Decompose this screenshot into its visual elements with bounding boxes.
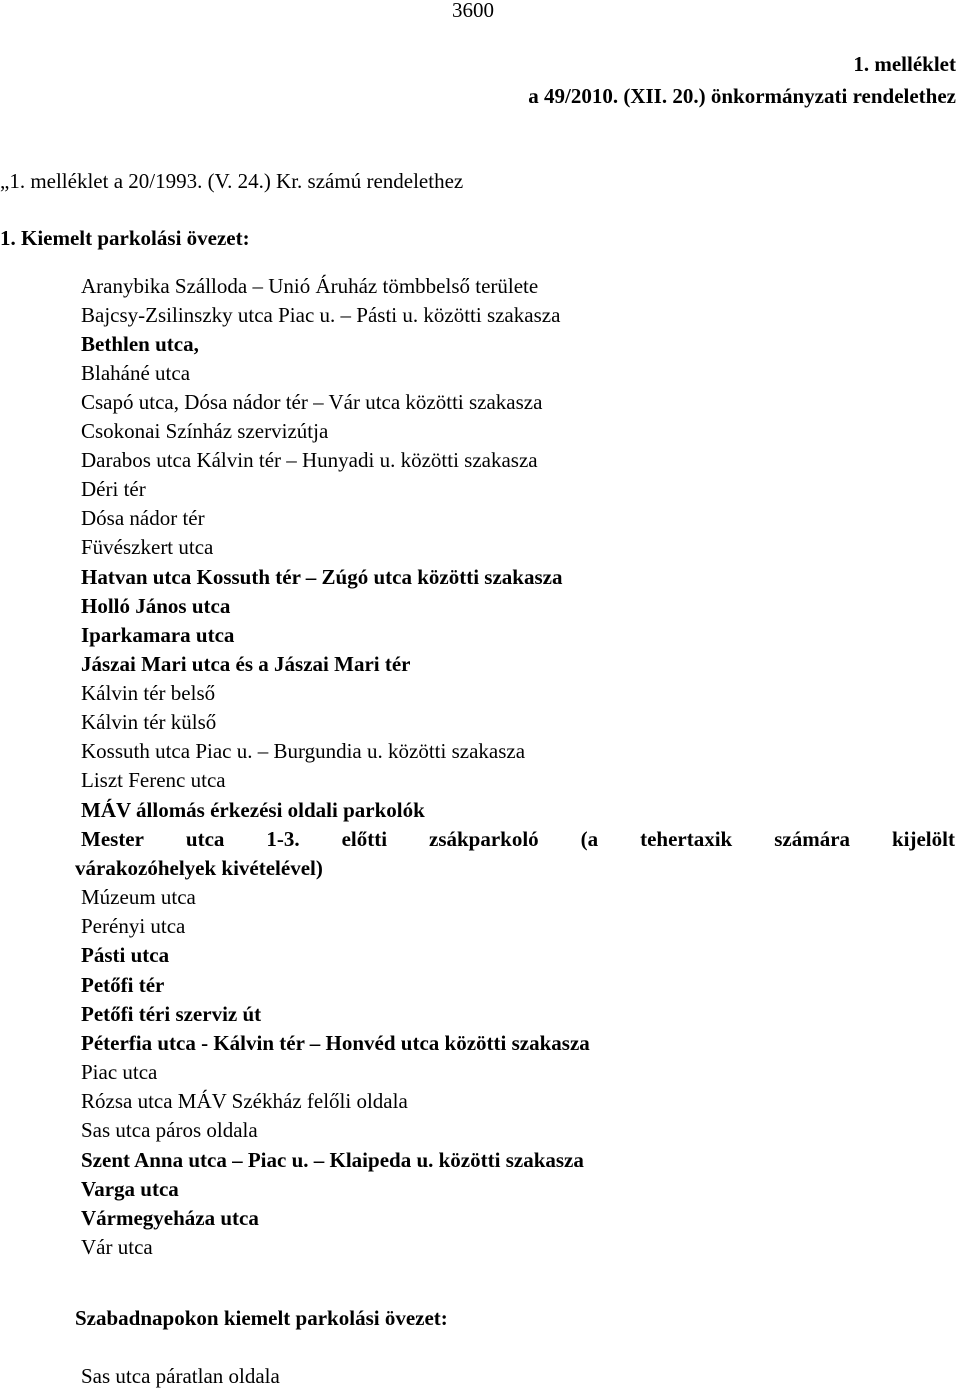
mester-word: 1-3.	[266, 827, 300, 851]
weekend-zone-title: Szabadnapokon kiemelt parkolási övezet:	[75, 1306, 448, 1330]
street-item: Petőfi téri szerviz út	[81, 1002, 262, 1026]
street-item: Sas utca páros oldala	[81, 1118, 258, 1142]
street-item: Petőfi tér	[81, 973, 165, 997]
mester-word: Mester	[81, 827, 144, 851]
street-item: Piac utca	[81, 1060, 158, 1084]
street-item: Pásti utca	[81, 943, 170, 967]
street-item: Rózsa utca MÁV Székház felőli oldala	[81, 1089, 408, 1113]
street-item: Blaháné utca	[81, 361, 191, 385]
annex-regulation-reference: a 49/2010. (XII. 20.) önkormányzati rendelethez	[528, 84, 956, 108]
street-item: Bajcsy-Zsilinszky utca Piac u. – Pásti u. közötti szakasza	[81, 303, 561, 327]
street-item: Péterfia utca - Kálvin tér – Honvéd utca közötti szakasza	[81, 1031, 590, 1055]
street-item: Holló János utca	[81, 594, 231, 618]
street-item: Kossuth utca Piac u. – Burgundia u. közötti szakasza	[81, 739, 526, 763]
street-item: Déri tér	[81, 477, 146, 501]
street-item: Darabos utca Kálvin tér – Hunyadi u. közötti szakasza	[81, 448, 538, 472]
mester-word: zsákparkoló	[429, 827, 539, 851]
street-item: Vármegyeháza utca	[81, 1206, 259, 1230]
page-number: 3600	[452, 0, 494, 22]
weekend-street-item: Sas utca páratlan oldala	[81, 1364, 280, 1388]
street-item: Vár utca	[81, 1235, 153, 1259]
street-item: Kálvin tér belső	[81, 681, 216, 705]
original-annex-reference: „1. melléklet a 20/1993. (V. 24.) Kr. számú rendelethez	[0, 169, 464, 193]
street-item: Varga utca	[81, 1177, 179, 1201]
mester-word: előtti	[341, 827, 388, 851]
street-item: Csapó utca, Dósa nádor tér – Vár utca közötti szakasza	[81, 390, 543, 414]
mester-word: számára	[774, 827, 851, 851]
street-item: Kálvin tér külső	[81, 710, 217, 734]
street-item: Szent Anna utca – Piac u. – Klaipeda u. közötti szakasza	[81, 1148, 584, 1172]
street-item: Füvészkert utca	[81, 535, 214, 559]
street-item: Iparkamara utca	[81, 623, 235, 647]
street-item: MÁV állomás érkezési oldali parkolók	[81, 798, 425, 822]
street-item: Dósa nádor tér	[81, 506, 205, 530]
mester-line	[81, 829, 955, 850]
annex-heading: 1. melléklet	[853, 52, 956, 76]
street-item: Múzeum utca	[81, 885, 196, 909]
street-item: Hatvan utca Kossuth tér – Zúgó utca közötti szakasza	[81, 565, 563, 589]
mester-word: utca	[185, 827, 225, 851]
street-item: Jászai Mari utca és a Jászai Mari tér	[81, 652, 411, 676]
street-item: Liszt Ferenc utca	[81, 768, 226, 792]
zone-title: 1. Kiemelt parkolási övezet:	[0, 226, 250, 250]
mester-continuation: várakozóhelyek kivételével)	[75, 856, 323, 880]
mester-word: (a	[580, 827, 599, 851]
mester-word: tehertaxik	[640, 827, 733, 851]
street-item: Perényi utca	[81, 914, 186, 938]
mester-word: kijelölt	[891, 827, 955, 851]
street-item: Aranybika Szálloda – Unió Áruház tömbbelső területe	[81, 274, 539, 298]
street-item: Csokonai Színház szervizútja	[81, 419, 329, 443]
street-item: Bethlen utca,	[81, 332, 199, 356]
